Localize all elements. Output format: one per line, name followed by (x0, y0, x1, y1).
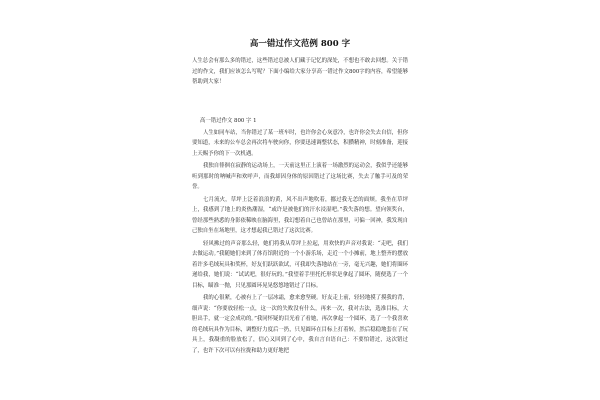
paragraph-2: 我独自徘徊在寂静的运动场上，一天前这里正上演着一场激烈的运动会，我似乎还能够听到那时的呐喊声和欢呼声，而我却因身体的原因错过了这场比赛，失去了触手可及的荣誉。 (192, 163, 408, 190)
article-title: 高一错过作文范例 800 字 (249, 39, 351, 49)
section-heading: 高一错过作文 800 字 1 (200, 117, 257, 124)
paragraph-3: 七月流火，草坪上泛着浪浪的黄，风不出声地吹着，挪过我无恙的面颊。我坐在草坪上，我感到了地上的炎热潮湿，“或许是被他们的汗水浸湿吧。”我失落的想。望向领奖台，曾经那些熟悉的身影依稀映在脑海里，我幻想着自己也曾站在那里，可偏一回神，我发现自己独自坐在场地里，这才想起我已错过了这次比赛。 (192, 196, 408, 234)
paragraph-4: 轻风拂过的声音那么轻，她们将我从草坪上拉起，用欢快的声音对我说：“走吧，我们去做运动。”我随她们来到了体育馆附近的一个小游乐场，走近一个小摊前，地上整齐的摆放着许多毛绒玩具和奖杯，好友们跃跃欲试，可我却失落地站在一旁，毫无兴趣，她们将圈环递给我，她们说：“试试吧，很好玩的。”我望着手里托托形状是拿起了圆环，随便选了一个目标，瞄准一抛，只见那圆环晃晃悠悠地错过了目标。 (192, 240, 408, 289)
article-intro: 人生总会有那么多的错过，这些错过总被人们藏于记忆的深处，不想也不敢去回想。关于错过的作文，我们应该怎么写呢？下面小编给大家分享高一错过作文800字的内容，希望能够帮助到大家！ (192, 58, 408, 85)
article (192, 38, 408, 358)
paragraph-5: 我的心很紧，心被有上了一层冰霜，愈来愈坚硬。好友走上前，轻轻地摸了摸我的背，细声说：“你要放轻松一点，这一次的失败没有什么，再来一次，我对古法，选准目标，大胆出手，就一定会成功的。”我同怀疑的目光看了看她，再次拿起一个圆环，选了一个我喜欢的毛绒玩具作为目标，调整好力度后一扔，只见圆环在目标上打着转，然后稳稳地套在了玩具上，我凝重的脸放松了，信心又回到了心中，我自言自语自己：不要怕错过，这次错过了，也许下次可以有拉拢和助力更好地把 (192, 295, 408, 354)
paragraph-1: 人生如同车站，当你错过了某一班车时，也许你会心灰意冷，也许你会失去自信，但你要知道，未来的公车总会再次将车驶向你，你要迅速调整状态，积攒精神，时刻准备，迎接上天赐予你的下一次机遇。 (192, 129, 408, 157)
